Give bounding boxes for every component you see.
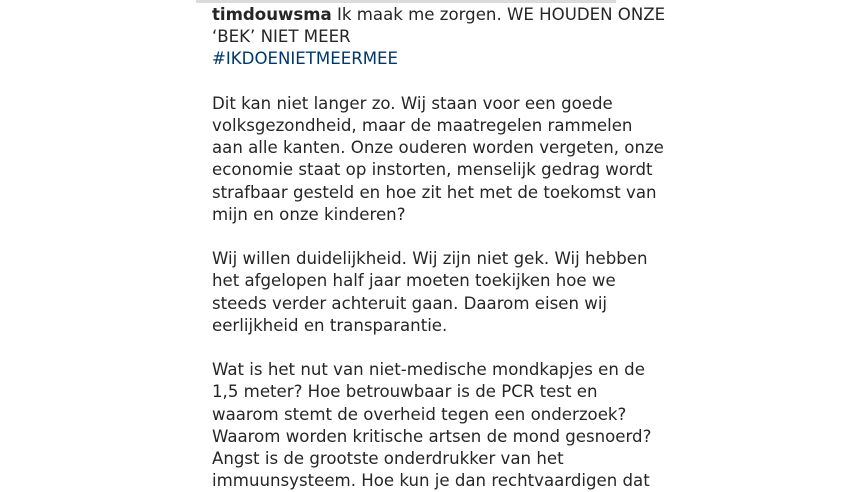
divider bbox=[196, 0, 616, 3]
paragraph-line: immuunsysteem. Hoe kun je dan rechtvaardigen dat bbox=[212, 471, 650, 491]
paragraph-line: Dit kan niet langer zo. Wij staan voor een goede bbox=[212, 93, 613, 113]
username-link[interactable]: timdouwsma bbox=[212, 5, 332, 24]
paragraph-1 bbox=[212, 93, 664, 226]
paragraph-line: mijn en onze kinderen? bbox=[212, 204, 406, 224]
paragraph-line: eerlijkheid en transparantie. bbox=[212, 315, 448, 335]
paragraph-line: Wat is het nut van niet-medische mondkapjes en de bbox=[212, 360, 645, 380]
paragraph-line: waarom stemt de overheid tegen een onderzoek? bbox=[212, 404, 627, 424]
paragraph-line: Waarom worden kritische artsen de mond gesnoerd? bbox=[212, 426, 652, 446]
paragraph-line: strafbaar gesteld en hoe zit het met de toekomst van bbox=[212, 182, 657, 202]
caption-header bbox=[212, 4, 666, 71]
caption-first-line bbox=[212, 4, 666, 26]
paragraph-line: Wij willen duidelijkheid. Wij zijn niet gek. Wij hebben bbox=[212, 249, 648, 269]
paragraph-line: het afgelopen half jaar moeten toekijken hoe we bbox=[212, 271, 616, 291]
paragraph-line: 1,5 meter? Hoe betrouwbaar is de PCR test en bbox=[212, 382, 598, 402]
caption-second-line: ‘BEK’ NIET MEER bbox=[212, 27, 351, 47]
paragraph-line: steeds verder achteruit gaan. Daarom eisen wij bbox=[212, 293, 608, 313]
paragraph-line: economie staat op instorten, menselijk gedrag wordt bbox=[212, 160, 653, 180]
paragraph-3 bbox=[212, 359, 652, 492]
caption-first-line-text: Ik maak me zorgen. WE HOUDEN ONZE bbox=[331, 5, 666, 24]
paragraph-line: volksgezondheid, maar de maatregelen rammelen bbox=[212, 116, 633, 135]
hashtag-link[interactable]: #IKDOENIETMEERMEE bbox=[212, 49, 399, 69]
post-caption bbox=[212, 4, 666, 492]
paragraph-2 bbox=[212, 248, 648, 337]
paragraph-line: aan alle kanten. Onze ouderen worden vergeten, onze bbox=[212, 138, 664, 158]
paragraph-line: Angst is de grootste onderdrukker van het bbox=[212, 449, 564, 469]
hashtag-row bbox=[212, 48, 612, 70]
